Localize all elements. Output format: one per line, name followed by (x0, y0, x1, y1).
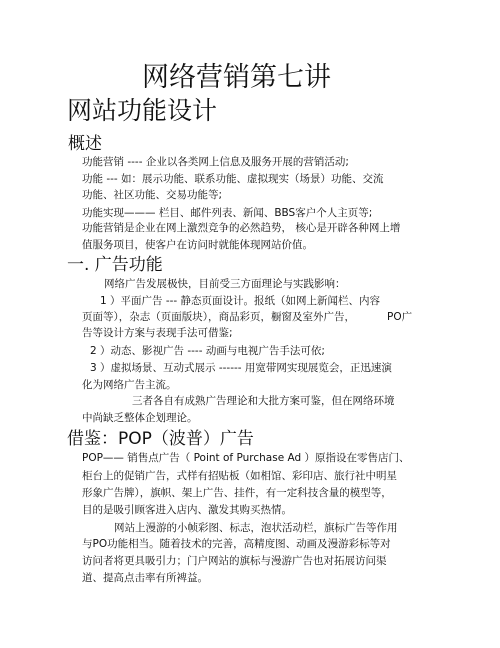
section1-line: 告等设计方案与表现手法可借鉴; (82, 327, 233, 339)
section1-line: 页面等），杂志（页面版块），商品彩页，橱窗及室外广告， (82, 311, 355, 323)
section1-line: 2 ）动态、影视广告 ---- 动画与电视广告手法可依; (90, 345, 325, 357)
section2-line: 与PO功能相当。随着技术的完善，高精度图、动画及漫游彩标等对 (82, 538, 391, 550)
overview-line: 功能营销是企业在网上激烈竞争的必然趋势， 核心是开辟各种网上增 (82, 222, 401, 234)
section-heading-pop: 借鉴：POP（波普）广告 (67, 429, 254, 449)
page-title: 网络营销第七讲 (142, 62, 331, 93)
section2-line: 访问者将更具吸引力；门户网站的旗标与漫游广告也对拓展访问渠 (82, 555, 387, 567)
section2-line: 道、提高点击率有所裨益。 (82, 572, 208, 584)
section1-line: PO广 (387, 311, 413, 323)
overview-line: 功能 --- 如：展示功能、联系功能、虚拟现实（场景）功能、交流 (82, 173, 384, 185)
section-heading-ad-function: 一. 广告功能 (67, 255, 163, 275)
overview-heading: 概述 (68, 134, 102, 154)
section2-line: 形象广告牌），旗帜、架上广告、挂件，有一定科技含量的模型等， (82, 487, 392, 499)
section2-line: 柜台上的促销广告，式样有招贴板（如相馆、彩印店、旅行社中明星 (82, 470, 397, 482)
section1-line: 网络广告发展极快，目前受三方面理论与实践影响： (104, 278, 346, 290)
section1-line: 化为网络广告主流。 (82, 379, 177, 391)
section1-line: 3 ）虚拟场景、互动式展示 ------ 用宽带网实现展览会，正迅速演 (90, 362, 392, 374)
section2-line: 目的是吸引顾客进入店内、激发其购买热情。 (82, 504, 292, 516)
section1-line: 三者各自有成熟广告理论和大批方案可鉴，但在网络环境 (132, 395, 395, 407)
section1-line: 中尚缺乏整体企划理论。 (82, 412, 198, 424)
section2-line: POP—— 销售点广告（ Point of Purchase Ad ）原指设在零售店门、 (82, 452, 410, 464)
page-subtitle: 网站功能设计 (67, 96, 218, 125)
section1-line: 1 ）平面广告 --- 静态页面设计。报纸（如网上新闻栏、内容 (100, 295, 381, 307)
overview-line: 功能营销 ---- 企业以各类网上信息及服务开展的营销活动; (82, 156, 349, 168)
overview-line: 功能实现——— 栏目、邮件列表、新闻、BBS客户个人主页等; (82, 207, 373, 219)
overview-line: 功能、社区功能、交易功能等; (82, 189, 223, 201)
overview-line: 值服务项目，使客户在访问时就能体现网站价值。 (82, 239, 313, 251)
section2-line: 网站上漫游的小帧彩图、标志，泡状活动栏，旗标广告等作用 (114, 522, 398, 534)
